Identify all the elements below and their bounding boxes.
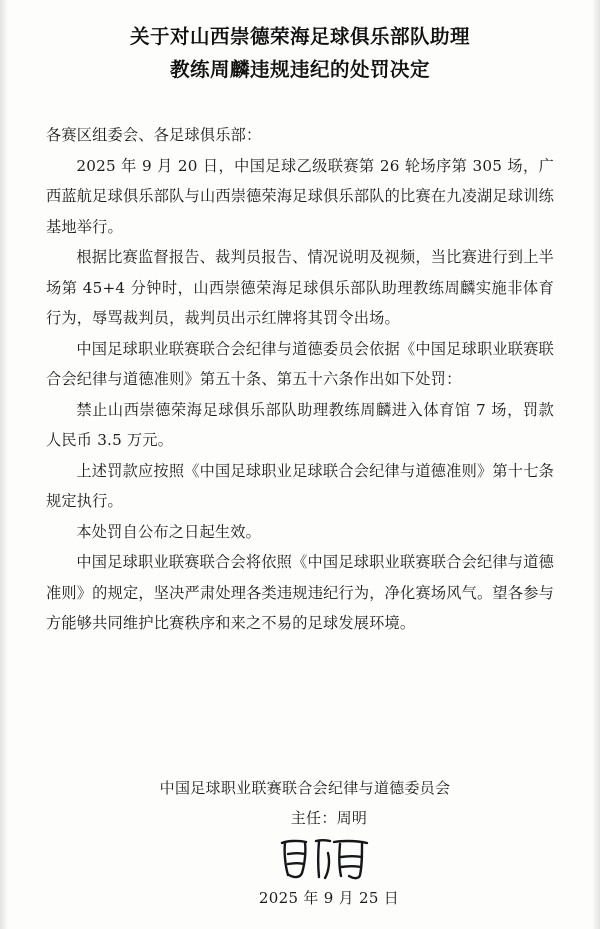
paragraph-legal-basis: 中国足球职业联赛联合会纪律与道德委员会依据《中国足球职业联赛联合会纪律与道德准则》第五十条、第五十六条作出如下处罚： bbox=[46, 339, 554, 388]
signature-role: 主任：周明 bbox=[290, 809, 368, 827]
page-title-line-1: 关于对山西崇德荣海足球俱乐部队助理 bbox=[129, 25, 470, 48]
paragraph-closing-statement: 中国足球职业联赛联合会将依照《中国足球职业联赛联合会纪律与道德准则》的规定，坚决严肃处理各类违规违纪行为，净化赛场风气。望各参与方能够共同维护比赛秩序和来之不易的足球发展环境。 bbox=[46, 553, 554, 632]
paragraph-match-info: 2025 年 9 月 20 日，中国足球乙级联赛第 26 轮场序第 305 场，广西蓝航足球俱乐部队与山西崇德荣海足球俱乐部队的比赛在九凌湖足球训练基地举行。 bbox=[46, 156, 554, 236]
page-title bbox=[46, 20, 554, 86]
paragraph-effective-date: 本处罚自公布之日起生效。 bbox=[76, 522, 262, 541]
signature-date: 2025 年 9 月 25 日 bbox=[258, 889, 400, 907]
signature-organization: 中国足球职业联赛联合会纪律与道德委员会 bbox=[159, 779, 451, 797]
paragraph-fine-execution: 上述罚款应按照《中国足球职业足球联合会纪律与道德准则》第十七条规定执行。 bbox=[46, 461, 554, 510]
handwritten-signature-icon bbox=[0, 833, 600, 885]
page-title-line-2: 教练周麟违规违纪的处罚决定 bbox=[169, 58, 430, 81]
document-body bbox=[46, 120, 554, 639]
paragraph-salutation: 各赛区组委会、各足球俱乐部： bbox=[46, 126, 262, 144]
signature-block bbox=[0, 773, 600, 911]
paragraph-incident: 根据比赛监督报告、裁判员报告、情况说明及视频，当比赛进行到上半场第 45+4 分钟时，山西崇德荣海足球俱乐部队助理教练周麟实施非体育行为，辱骂裁判员，裁判员出示红牌将其罚令出场。 bbox=[46, 248, 554, 327]
paragraph-penalty: 禁止山西崇德荣海足球俱乐部队助理教练周麟进入体育馆 7 场，罚款人民币 3.5 万元。 bbox=[46, 400, 554, 449]
